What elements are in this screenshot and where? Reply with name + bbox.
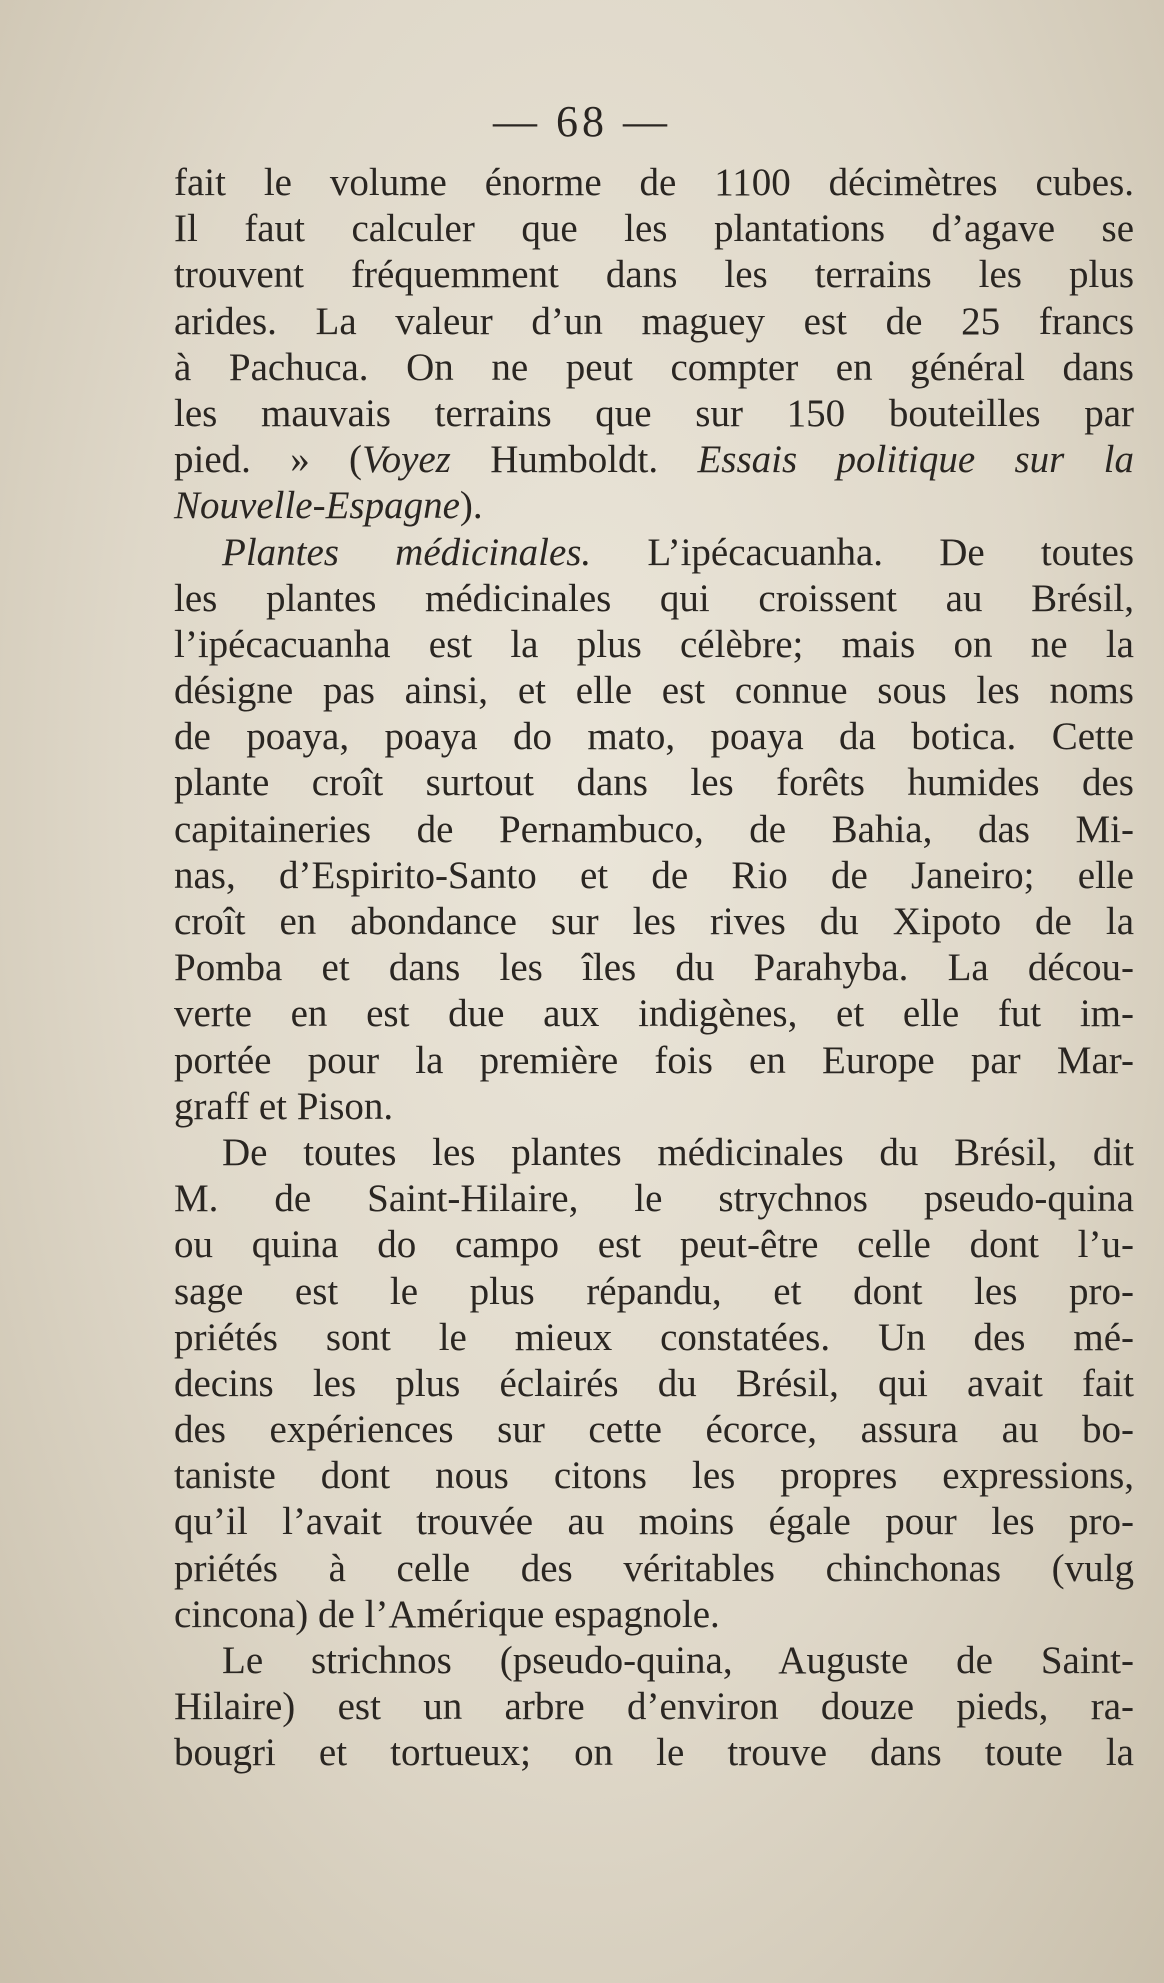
text-segment: pied. » ( bbox=[174, 438, 363, 482]
text-line bbox=[174, 530, 1134, 576]
text-segment: nas, d’Espirito-Santo et de Rio de Janeiro; elle bbox=[174, 853, 1134, 897]
text-line bbox=[174, 345, 1134, 391]
text-line bbox=[174, 1176, 1134, 1222]
text-segment: De toutes les plantes médicinales du Brésil, dit bbox=[222, 1130, 1134, 1174]
text-line bbox=[174, 252, 1134, 298]
text-segment: les plantes médicinales qui croissent au Brésil, bbox=[174, 576, 1134, 620]
text-segment: qu’il l’avait trouvée au moins égale pour les pro- bbox=[174, 1500, 1134, 1544]
text-line bbox=[174, 1038, 1134, 1084]
text-segment: verte en est due aux indigènes, et elle fut im- bbox=[174, 992, 1134, 1036]
text-line bbox=[174, 483, 1134, 529]
text-line bbox=[174, 1592, 1134, 1638]
text-segment: trouvent fréquemment dans les terrains les plus bbox=[174, 253, 1134, 297]
text-segment: M. de Saint-Hilaire, le strychnos pseudo-quina bbox=[174, 1177, 1134, 1221]
text-line bbox=[174, 437, 1134, 483]
text-line bbox=[174, 714, 1134, 760]
text-segment: ou quina do campo est peut-être celle dont l’u- bbox=[174, 1223, 1134, 1267]
text-segment: désigne pas ainsi, et elle est connue sous les noms bbox=[174, 669, 1134, 713]
text-line bbox=[174, 1730, 1134, 1776]
text-line bbox=[174, 1269, 1134, 1315]
italic-text: Essais politique sur la bbox=[697, 438, 1134, 482]
text-segment: bougri et tortueux; on le trouve dans toute la bbox=[174, 1731, 1134, 1775]
text-segment: Le strichnos (pseudo-quina, Auguste de Saint- bbox=[222, 1639, 1134, 1682]
text-line bbox=[174, 1084, 1134, 1130]
text-line bbox=[174, 1361, 1134, 1407]
text-segment: à Pachuca. On ne peut compter en général dans bbox=[174, 345, 1134, 389]
text-segment: les mauvais terrains que sur 150 bouteilles par bbox=[174, 391, 1134, 435]
body-text bbox=[174, 160, 1134, 1777]
text-line bbox=[174, 299, 1134, 345]
text-segment: plante croît surtout dans les forêts humides des bbox=[174, 761, 1134, 805]
text-line bbox=[174, 991, 1134, 1037]
text-segment: L’ipécacuanha. De toutes bbox=[591, 530, 1134, 574]
text-segment: sage est le plus répandu, et dont les pro- bbox=[174, 1269, 1134, 1313]
text-line bbox=[174, 760, 1134, 806]
italic-text: Voyez bbox=[362, 438, 451, 482]
text-segment: ). bbox=[459, 484, 483, 528]
text-line bbox=[174, 391, 1134, 437]
text-segment: Humboldt. bbox=[450, 438, 698, 482]
text-line bbox=[174, 1684, 1134, 1730]
text-line bbox=[174, 1407, 1134, 1453]
italic-text: Nouvelle-Espagne bbox=[174, 484, 460, 528]
text-line bbox=[174, 576, 1134, 622]
text-segment: Hilaire) est un arbre d’environ douze pieds, ra- bbox=[174, 1685, 1134, 1729]
text-segment: de poaya, poaya do mato, poaya da botica. Cette bbox=[174, 715, 1134, 759]
text-line bbox=[174, 853, 1134, 899]
text-line bbox=[174, 668, 1134, 714]
page-number: — 68 — bbox=[493, 97, 671, 146]
text-line bbox=[174, 160, 1134, 206]
text-line bbox=[174, 1499, 1134, 1545]
text-segment: priétés à celle des véritables chinchonas (vulg bbox=[174, 1546, 1134, 1590]
text-segment: cincona) de l’Amérique espagnole. bbox=[174, 1592, 720, 1636]
text-line bbox=[174, 206, 1134, 252]
text-segment: croît en abondance sur les rives du Xipoto de la bbox=[174, 900, 1134, 943]
text-segment: priétés sont le mieux constatées. Un des mé- bbox=[174, 1315, 1134, 1359]
text-line bbox=[174, 1222, 1134, 1268]
text-segment: decins les plus éclairés du Brésil, qui avait fait bbox=[174, 1361, 1134, 1405]
text-segment: portée pour la première fois en Europe par Mar- bbox=[174, 1038, 1134, 1082]
text-segment: arides. La valeur d’un maguey est de 25 francs bbox=[174, 299, 1134, 343]
text-segment: graff et Pison. bbox=[174, 1084, 394, 1128]
text-line bbox=[174, 899, 1134, 945]
text-line bbox=[174, 1453, 1134, 1499]
text-line bbox=[174, 807, 1134, 853]
text-line bbox=[174, 1130, 1134, 1176]
text-line bbox=[174, 1638, 1134, 1684]
text-segment: fait le volume énorme de 1100 décimètres cubes. bbox=[174, 161, 1134, 204]
text-segment: l’ipécacuanha est la plus célèbre; mais on ne la bbox=[174, 622, 1134, 666]
text-line bbox=[174, 622, 1134, 668]
text-segment: des expériences sur cette écorce, assura au bo- bbox=[174, 1408, 1134, 1452]
text-line bbox=[174, 945, 1134, 991]
italic-text: Plantes médicinales. bbox=[222, 530, 592, 574]
text-segment: taniste dont nous citons les propres expressions, bbox=[174, 1454, 1134, 1498]
text-segment: capitaineries de Pernambuco, de Bahia, das Mi- bbox=[174, 807, 1134, 851]
text-line bbox=[174, 1546, 1134, 1592]
text-line bbox=[174, 1315, 1134, 1361]
text-segment: Il faut calculer que les plantations d’agave se bbox=[174, 207, 1134, 251]
text-segment: Pomba et dans les îles du Parahyba. La décou- bbox=[174, 946, 1134, 990]
